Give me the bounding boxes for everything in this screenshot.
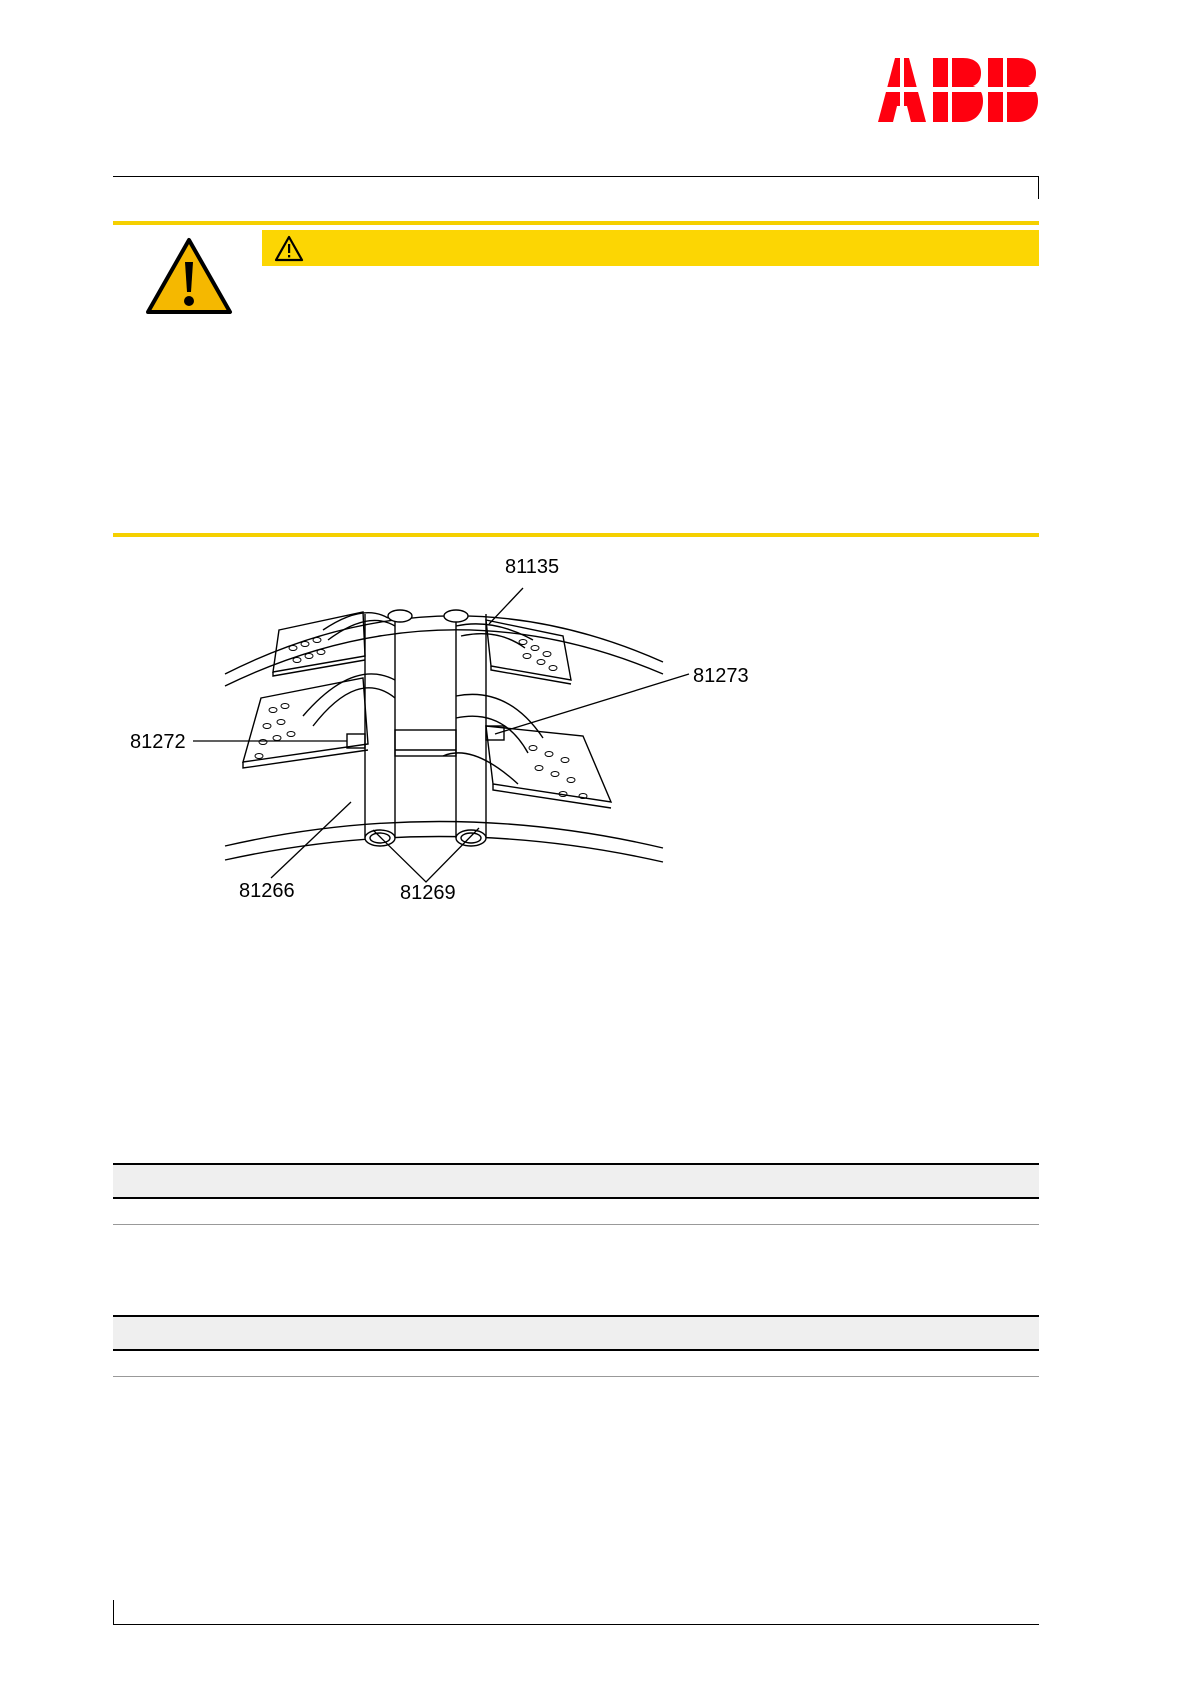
warning-top-rule: [113, 221, 1039, 225]
crossbar: [395, 730, 456, 756]
callout-81272: 81272: [130, 731, 186, 753]
header-tick: [1038, 176, 1039, 199]
plate-holes: [255, 638, 587, 799]
ring-lower-outer-edge: [225, 821, 663, 848]
ring-lower-inner-edge: [225, 836, 663, 862]
plate-lower-right: [443, 694, 611, 808]
warning-bottom-rule: [113, 533, 1039, 537]
plate-lower-left: [243, 674, 395, 768]
table-1-bottom-rule: [113, 1224, 1039, 1225]
plate-upper-left: [273, 612, 395, 676]
callout-81269: 81269: [400, 882, 456, 904]
table-2-header: [113, 1315, 1039, 1351]
bracket-assembly-figure: [113, 548, 773, 918]
warning-small-icon: [274, 235, 304, 262]
right-tube: [444, 610, 486, 846]
table-2-bottom-rule: [113, 1376, 1039, 1377]
abb-logo: [878, 58, 1038, 122]
left-tube: [365, 610, 412, 846]
callout-81266: 81266: [239, 880, 295, 902]
ring-upper-inner-edge: [225, 630, 663, 686]
ring-upper-outer-edge: [225, 616, 663, 674]
header-rule: [113, 176, 1039, 177]
warning-triangle-icon: [144, 236, 234, 316]
leader-81266: [271, 802, 351, 878]
table-1-header: [113, 1163, 1039, 1199]
callout-81135: 81135: [505, 556, 560, 578]
footer-tick: [113, 1600, 114, 1625]
footer-rule: [113, 1624, 1039, 1625]
callout-81273: 81273: [693, 665, 749, 687]
leader-81273: [495, 674, 689, 734]
warning-banner: [262, 230, 1039, 266]
